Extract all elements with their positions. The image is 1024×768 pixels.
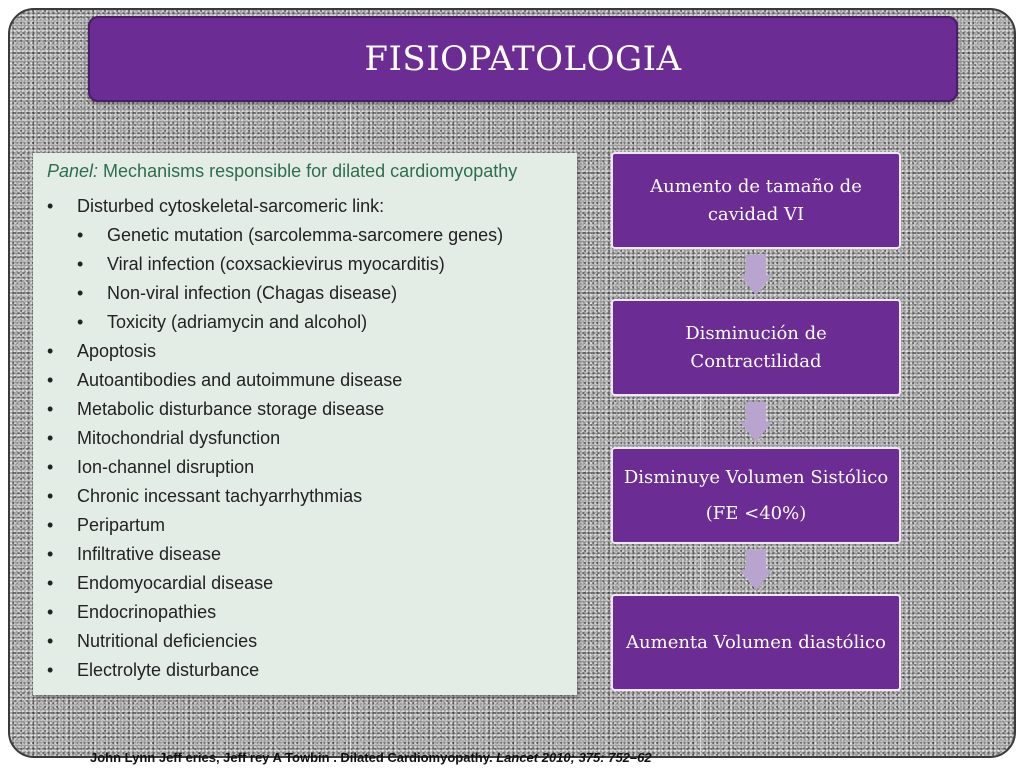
panel-item: • Peripartum xyxy=(47,511,577,540)
flow-box-diastolic-volume xyxy=(611,594,901,691)
panel-subitem: • Toxicity (adriamycin and alcohol) xyxy=(47,308,577,337)
flow-box-line: (FE <40%) xyxy=(705,502,807,524)
down-arrow-icon xyxy=(740,550,772,590)
panel-item: • Infiltrative disease xyxy=(47,540,577,569)
flow-box-systolic-volume xyxy=(611,447,901,544)
panel-item: • Mitochondrial dysfunction xyxy=(47,424,577,453)
flow-box-line: Aumento de tamaño de xyxy=(650,175,862,197)
flow-box-contractility xyxy=(611,299,901,396)
flow-box-line: Disminución de xyxy=(685,322,827,344)
slide-title: FISIOPATOLOGIA xyxy=(364,39,682,79)
panel-item: • Autoantibodies and autoimmune disease xyxy=(47,366,577,395)
mechanisms-panel xyxy=(33,153,577,695)
panel-subitem: • Non-viral infection (Chagas disease) xyxy=(47,279,577,308)
title-banner xyxy=(88,16,958,102)
panel-item: • Ion-channel disruption xyxy=(47,453,577,482)
mechanisms-list xyxy=(47,192,577,685)
panel-item: • Nutritional deficiencies xyxy=(47,627,577,656)
panel-item: • Endomyocardial disease xyxy=(47,569,577,598)
flow-box-line: Contractilidad xyxy=(690,350,822,372)
flow-box-cavity-size xyxy=(611,152,901,249)
panel-subitem: • Viral infection (coxsackievirus myocarditis) xyxy=(47,250,577,279)
flow-box-line: Aumenta Volumen diastólico xyxy=(626,631,886,653)
panel-item: • Electrolyte disturbance xyxy=(47,656,577,685)
panel-heading-rest: Mechanisms responsible for dilated cardiomyopathy xyxy=(98,161,518,181)
panel-item: • Disturbed cytoskeletal-sarcomeric link: xyxy=(47,192,577,221)
panel-item: • Apoptosis xyxy=(47,337,577,366)
panel-subitem: • Genetic mutation (sarcolemma-sarcomere genes) xyxy=(47,221,577,250)
panel-item: • Chronic incessant tachyarrhythmias xyxy=(47,482,577,511)
down-arrow-icon xyxy=(740,255,772,295)
citation-journal: Lancet 2010; 375: 752–62 xyxy=(496,750,652,765)
flow-box-line: Disminuye Volumen Sistólico xyxy=(623,466,889,488)
citation xyxy=(90,750,652,765)
down-arrow-icon xyxy=(740,402,772,442)
panel-heading-lead: Panel: xyxy=(47,161,99,181)
citation-authors: John Lynn Jeff eries, Jeff rey A Towbin . Dilated Cardiomyopathy. xyxy=(90,750,497,765)
panel-heading xyxy=(47,161,577,182)
panel-item: • Metabolic disturbance storage disease xyxy=(47,395,577,424)
flow-box-line: cavidad VI xyxy=(707,203,805,225)
panel-item: • Endocrinopathies xyxy=(47,598,577,627)
